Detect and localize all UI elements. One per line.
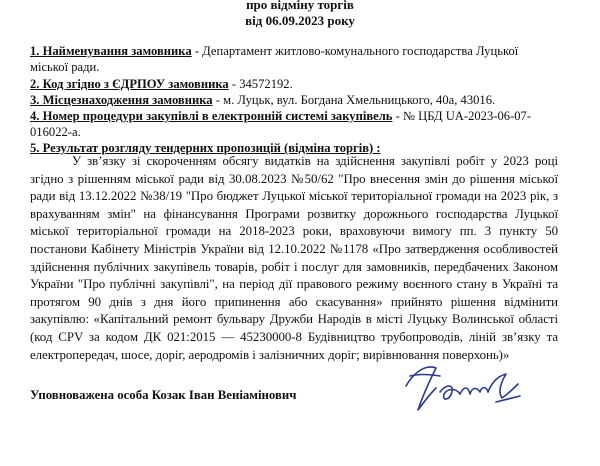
section-result-label: 5. Результат розгляду тендерних пропозицій (відміна торгів) : [30,141,381,155]
section-customer-name-label: 1. Найменування замовника [30,44,192,58]
section-edrpou [30,76,558,92]
signer-name: Козак Іван Веніамінович [151,388,297,402]
section-customer-name [30,43,558,75]
section-location-label: 3. Місцезнаходження замовника [30,93,213,107]
document-title-date: від 06.09.2023 року [245,13,355,28]
handwritten-signature [400,358,525,418]
section-location-value: - м. Луцьк, вул. Богдана Хмельницького, 40а, 43016. [212,93,496,107]
section-edrpou-value: - 34572192. [228,77,293,91]
signer-line [30,387,297,403]
decision-body-text: У зв’язку зі скороченням обсягу видатків на здійснення закупівлі робіт у 2023 році згідно з рішенням міської ради від 30.08.2023 №50/62 "Про внесення змін до рішення міської ради від 13.12.2022 №38/19 "Про бюджет Луцької міської територіальної громади на 2023 рік, з врахуванням змін" на фінансування Програми розвитку дорожнього господарства Луцької міської територіальної громади на 2018-2023 роки, враховуючи вимогу пп. 3 пункту 50 постанови Кабінету Міністрів України від 12.10.2022 №1178 «Про затвердження особливостей здійснення публічних закупівель товарів, робіт і послуг для замовників, передбачених Законом України "Про публічні закупівлі", на період дії правового режиму воєнного стану в Україні та протягом 90 днів з дня його припинення або скасування» прийнято рішення відмінити закупівлю: «Капітальний ремонт бульвару Дружби Народів в місті Луцьку Волинської області (код CPV за кодом ДК 021:2015 — 45230000-8 Будівництво трубопроводів, ліній зв’язку та електропередач, шосе, доріг, аеродромів і залізничних доріг; вирівнювання поверхонь)» [30,154,558,362]
section-procedure-number-value: - № ЦБД UA-2023-06-07-016022-а. [30,109,532,139]
section-procedure-number [30,108,558,140]
section-edrpou-label: 2. Код згідно з ЄДРПОУ замовника [30,77,229,91]
section-location [30,92,558,108]
signer-role: Уповноважена особа [30,388,149,402]
section-procedure-number-label: 4. Номер процедури закупівлі в електронній системі закупівель [30,109,393,123]
document-title-line1: про відміну торгів [246,0,354,12]
section-customer-name-value: - Департамент житлово-комунального господарства Луцької міської ради. [30,44,519,74]
